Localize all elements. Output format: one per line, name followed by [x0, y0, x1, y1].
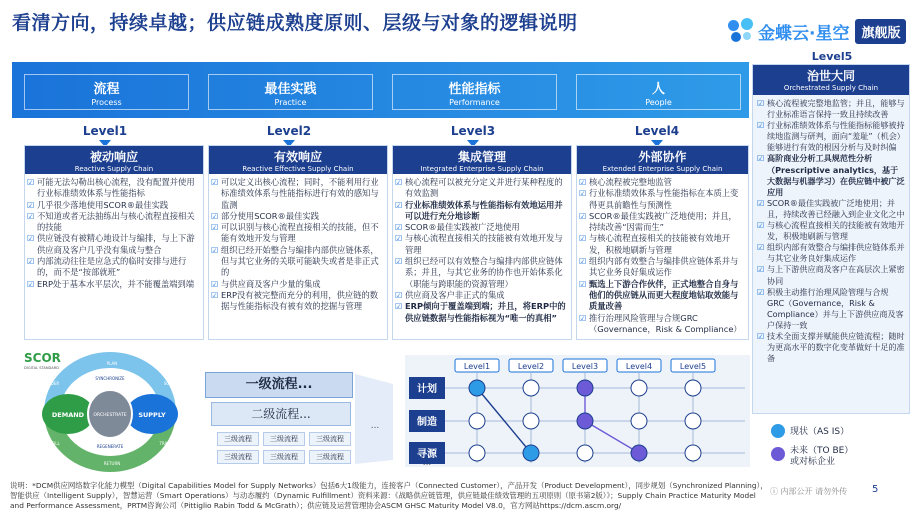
bullet-item: ☑ SCOR®最佳实践被广泛地使用；并且，持续改善已经融入到企业文化之中 [767, 198, 905, 220]
level-items [209, 174, 387, 313]
category-sublabel: Process [91, 98, 122, 107]
level-title: 被动响应 [89, 150, 138, 164]
tobe-swatch [771, 447, 785, 461]
scor-supply-label: SUPPLY [138, 411, 166, 419]
process-level-2: 二级流程... [211, 402, 351, 426]
scor-ring-label: RETURN [103, 461, 121, 466]
bullet-item: ☑ 可以定义出核心流程；同时，不能利用行业标准绩效体系与性能指标进行有效的感知与监测 [221, 177, 383, 211]
logo-badge: 旗舰版 [855, 19, 906, 44]
bullet-item: ☑ 与供应商及客户少量的集成 [221, 279, 383, 290]
page-number: 5 [872, 484, 879, 495]
level-title: 有效响应 [273, 150, 322, 164]
confidentiality-text: 内部公开 请勿外传 [780, 487, 848, 496]
level-title: 治世大同 [806, 69, 855, 83]
bullet-item: ☑ 行业标准绩效体系与性能指标能够被持续地监测与研判，面向“羞耻”（机会）能够进行有效的根因分析与及时纠偏 [767, 120, 905, 153]
level-tab: Level5 [811, 50, 853, 63]
bullet-item: ☑ 积极主动推行治理风险管理与合规GRC（Governance，Risk & Compliance）并与上下游供应商及客户保持一致 [767, 287, 905, 331]
level-items [393, 174, 571, 324]
scor-ring-label: FULFILL [44, 441, 60, 446]
level-subtitle: Reactive Effective Supply Chain [242, 165, 354, 173]
matrix-cell-empty [631, 380, 647, 396]
process-level-3: 三级流程 [309, 450, 351, 464]
scor-ring-label: SYNCHRONIZE [95, 376, 125, 381]
scor-ring-label: ORDER [44, 381, 60, 386]
level-header [25, 146, 203, 174]
scor-brand: SCOR [24, 351, 61, 365]
bullet-item: ☑ 供应链没有被精心地设计与编排，与上下游供应商及客户几乎没有集成与整合 [37, 233, 199, 256]
category-sublabel: People [645, 98, 672, 107]
level-tab: Level2 [244, 124, 334, 140]
matrix-row-label: 计划 [417, 384, 437, 395]
category-practice [208, 74, 373, 110]
matrix-cell-tobe [577, 380, 593, 396]
category-performance [392, 74, 557, 110]
hierarchy-to-matrix-arrow [353, 372, 405, 467]
bullet-item: ☑ 核心流程被完整地监管 [589, 177, 744, 188]
matrix-cell-empty [577, 445, 593, 461]
bullet-item: ☑ ERP没有被完整而充分的利用，供应链的数据与性能指标没有被有效的挖掘与管理 [221, 290, 383, 313]
asis-swatch [771, 424, 785, 438]
level-title: 外部协作 [638, 150, 687, 164]
maturity-matrix [405, 355, 750, 467]
bullet-item: ☑ SCOR®最佳实践被广泛地使用；并且，持续改善“因需而生” [589, 211, 744, 234]
hierarchy-more: ... [370, 421, 380, 431]
level-items [753, 95, 909, 364]
process-level-3: 三级流程 [263, 432, 305, 446]
level-subtitle: Extended Enterprise Supply Chain [602, 165, 723, 173]
category-sublabel: Performance [449, 98, 500, 107]
matrix-cell-empty [685, 380, 701, 396]
bullet-item: ☑ SCOR®最佳实践被广泛地使用 [405, 222, 567, 233]
matrix-cell-empty [469, 413, 485, 429]
process-level-3: 三级流程 [217, 432, 259, 446]
bullet-item: ☑ 供应商及客户非正式的集成 [405, 290, 567, 301]
matrix-col-label: Level2 [517, 362, 545, 371]
process-level-1: 一级流程... [205, 372, 353, 398]
level-tab: Level3 [428, 124, 518, 140]
bullet-item: ☑ 行业标准绩效体系与性能指标在本质上变得更具前瞻性与预测性 [589, 188, 744, 211]
bullet-item: ☑ 推行治理风险管理与合规GRC（Governance，Risk & Compliance） [589, 313, 744, 336]
legend-asis-label: 现状（AS IS） [790, 427, 850, 437]
level-column-5 [752, 64, 910, 414]
scor-orchestrate-label: ORCHESTRATE [93, 413, 127, 418]
matrix-cell-tobe [577, 413, 593, 429]
bullet-item: ☑ 技术全面支撑并赋能供应链流程；随时为更高水平的数字化变革做好十足的准备 [767, 331, 905, 364]
legend-tobe-label: 未来（TO BE） 或对标企业 [790, 446, 854, 467]
level-title: 集成管理 [457, 150, 506, 164]
category-people [576, 74, 741, 110]
bullet-item: ☑ 可能无法勾勒出核心流程，没有配置并使用行业标准绩效体系与性能指标 [37, 177, 199, 200]
bullet-item: ☑ 行业标准绩效体系与性能指标有效地运用并可以进行充分地诊断 [405, 200, 567, 223]
scor-ring-label: SOURCE [163, 381, 181, 386]
confidentiality-note [770, 486, 847, 497]
process-hierarchy [205, 372, 353, 465]
bullet-item: ☑ 组织已经可以有效整合与编排内部供应链体系；并且，与其它业务的协作也开始体系化（职能与跨职能的资源管理） [405, 256, 567, 290]
level-header [209, 146, 387, 174]
scor-brand-sub: DIGITAL STANDARD [24, 366, 59, 370]
bullet-item: ☑ 与核心流程直接相关的技能被有效地开发，积极地刷新与管理 [767, 220, 905, 242]
level-subtitle: Orchestrated Supply Chain [783, 84, 879, 92]
brand-logo [728, 14, 906, 48]
page-title: 看清方向，持续卓越；供应链成熟度原则、层级与对象的逻辑说明 [12, 12, 578, 34]
matrix-col-label: Level1 [463, 362, 491, 371]
category-label: 人 [651, 82, 665, 97]
bullet-item: ☑ ERP倾向于覆盖端到端；并且，将ERP中的供应链数据与性能指标视为“唯一的真相” [405, 301, 567, 324]
level-subtitle: Reactive Supply Chain [74, 165, 154, 173]
matrix-row-label: 制造 [417, 417, 437, 428]
level-column-3 [392, 145, 572, 340]
process-level-3: 三级流程 [217, 450, 259, 464]
level-column-1 [24, 145, 204, 340]
bullet-item: ☑ 不知道或者无法抽练出与核心流程直接相关的技能 [37, 211, 199, 234]
matrix-cell-empty [469, 445, 485, 461]
matrix-more: ... [422, 458, 432, 467]
scor-ring-label: REGENERATE [96, 444, 124, 449]
matrix-cell-tobe [631, 445, 647, 461]
info-icon: ⓘ [770, 487, 778, 496]
bullet-item: ☑ 可以识别与核心流程直接相关的技能，但不能有效地开发与管理 [221, 222, 383, 245]
matrix-cell-asis [523, 445, 539, 461]
matrix-cell-empty [523, 413, 539, 429]
process-level-3: 三级流程 [263, 450, 305, 464]
bullet-item: ☑ 与核心流程直接相关的技能被有效地开发，积极地刷新与管理 [589, 233, 744, 256]
butterfly-icon [728, 18, 754, 44]
bullet-item: ☑ 甄选上下游合作伙伴，正式地整合自身与他们的供应链从而更大程度地钻取效能与质量改善 [589, 279, 744, 313]
category-process [24, 74, 189, 110]
category-sublabel: Practice [274, 98, 307, 107]
scor-ring-label: PLAN [106, 361, 118, 366]
matrix-cell-empty [631, 413, 647, 429]
matrix-cell-empty [685, 445, 701, 461]
matrix-cell-asis [469, 380, 485, 396]
category-label: 最佳实践 [264, 82, 317, 97]
bullet-item: ☑ 组织内部有效整合与编排供应链体系并与其它业务良好集成运作 [589, 256, 744, 279]
level-column-4 [576, 145, 749, 340]
level-items [577, 174, 748, 335]
level-column-2 [208, 145, 388, 340]
matrix-col-label: Level3 [571, 362, 599, 371]
matrix-cell-empty [685, 413, 701, 429]
level-header [393, 146, 571, 174]
category-label: 流程 [93, 82, 120, 97]
level-tab: Level4 [612, 124, 702, 140]
footnote: 说明：*DCM供应网络数字化能力模型（Digital Capabilities Model for Supply Networks）包括6大1级能力，连接客户（Connected Customer），产品开发（Product Development），同步规划（Synchronized Planning），智能供应（Intelligent Supply），智慧运营（Smart Operations）与动态履约（Dynamic Fulfillment）资料来源：《战略供应链管理，供应链最佳绩效管理的五项原则（原书第2版）》；Supply Chain Practice Maturity Model and Performance Assessment，PRTM咨询公司（Pittiglio Rabin Todd & McGrath）；供应链及运营管理协会ASCM GHSC Maturity Model V8.0，官方网站https://dcm.ascm.org/ [10, 481, 768, 510]
bullet-item: ☑ 几乎很少落地使用SCOR®最佳实践 [37, 200, 199, 211]
scor-demand-label: DEMAND [51, 411, 85, 419]
bullet-item: ☑ 组织已经开始整合与编排内部供应链体系，但与其它业务的关联可能缺失或者是非正式的 [221, 245, 383, 279]
bullet-item: ☑ 核心流程可以被充分定义并进行某种程度的有效监测 [405, 177, 567, 200]
bullet-item: ☑ 组织内部有效整合与编排供应链体系并与其它业务良好集成运作 [767, 242, 905, 264]
matrix-col-label: Level5 [679, 362, 707, 371]
level-items [25, 174, 203, 290]
process-level-3: 三级流程 [309, 432, 351, 446]
legend [768, 420, 908, 472]
matrix-cell-empty [523, 380, 539, 396]
bullet-item: ☑ ERP处于基本水平层次，并不能覆盖端到端 [37, 279, 199, 290]
bullet-item: ☑ 核心流程被完整地监管；并且，能够与行业标准语言保持一致且持续改善 [767, 98, 905, 120]
scor-ring-label: TRANSFORM [159, 441, 185, 446]
bullet-item: ☑ 内部流动往往是应急式的临时安排与进行的，而不是“按部就班” [37, 256, 199, 279]
bullet-item: ☑ 与上下游供应商及客户在高层次上紧密协同 [767, 264, 905, 286]
bullet-item: ☑ 高阶商业分析工具规范性分析（Prescriptive analytics，基于大数据与机器学习）在供应链中被广泛应用 [767, 153, 905, 197]
level-subtitle: Integrated Enterprise Supply Chain [420, 165, 544, 173]
matrix-row-label: 寻源 [417, 449, 437, 460]
bullet-item: ☑ 与核心流程直接相关的技能被有效地开发与管理 [405, 233, 567, 256]
level-header [577, 146, 748, 174]
scor-diagram [22, 350, 198, 475]
category-label: 性能指标 [448, 82, 501, 97]
matrix-col-label: Level4 [625, 362, 653, 371]
logo-text: 金蝶云·星空 [758, 23, 850, 44]
bullet-item: ☑ 部分使用SCOR®最佳实践 [221, 211, 383, 222]
level-tab: Level1 [60, 124, 150, 140]
level-header [753, 65, 909, 95]
